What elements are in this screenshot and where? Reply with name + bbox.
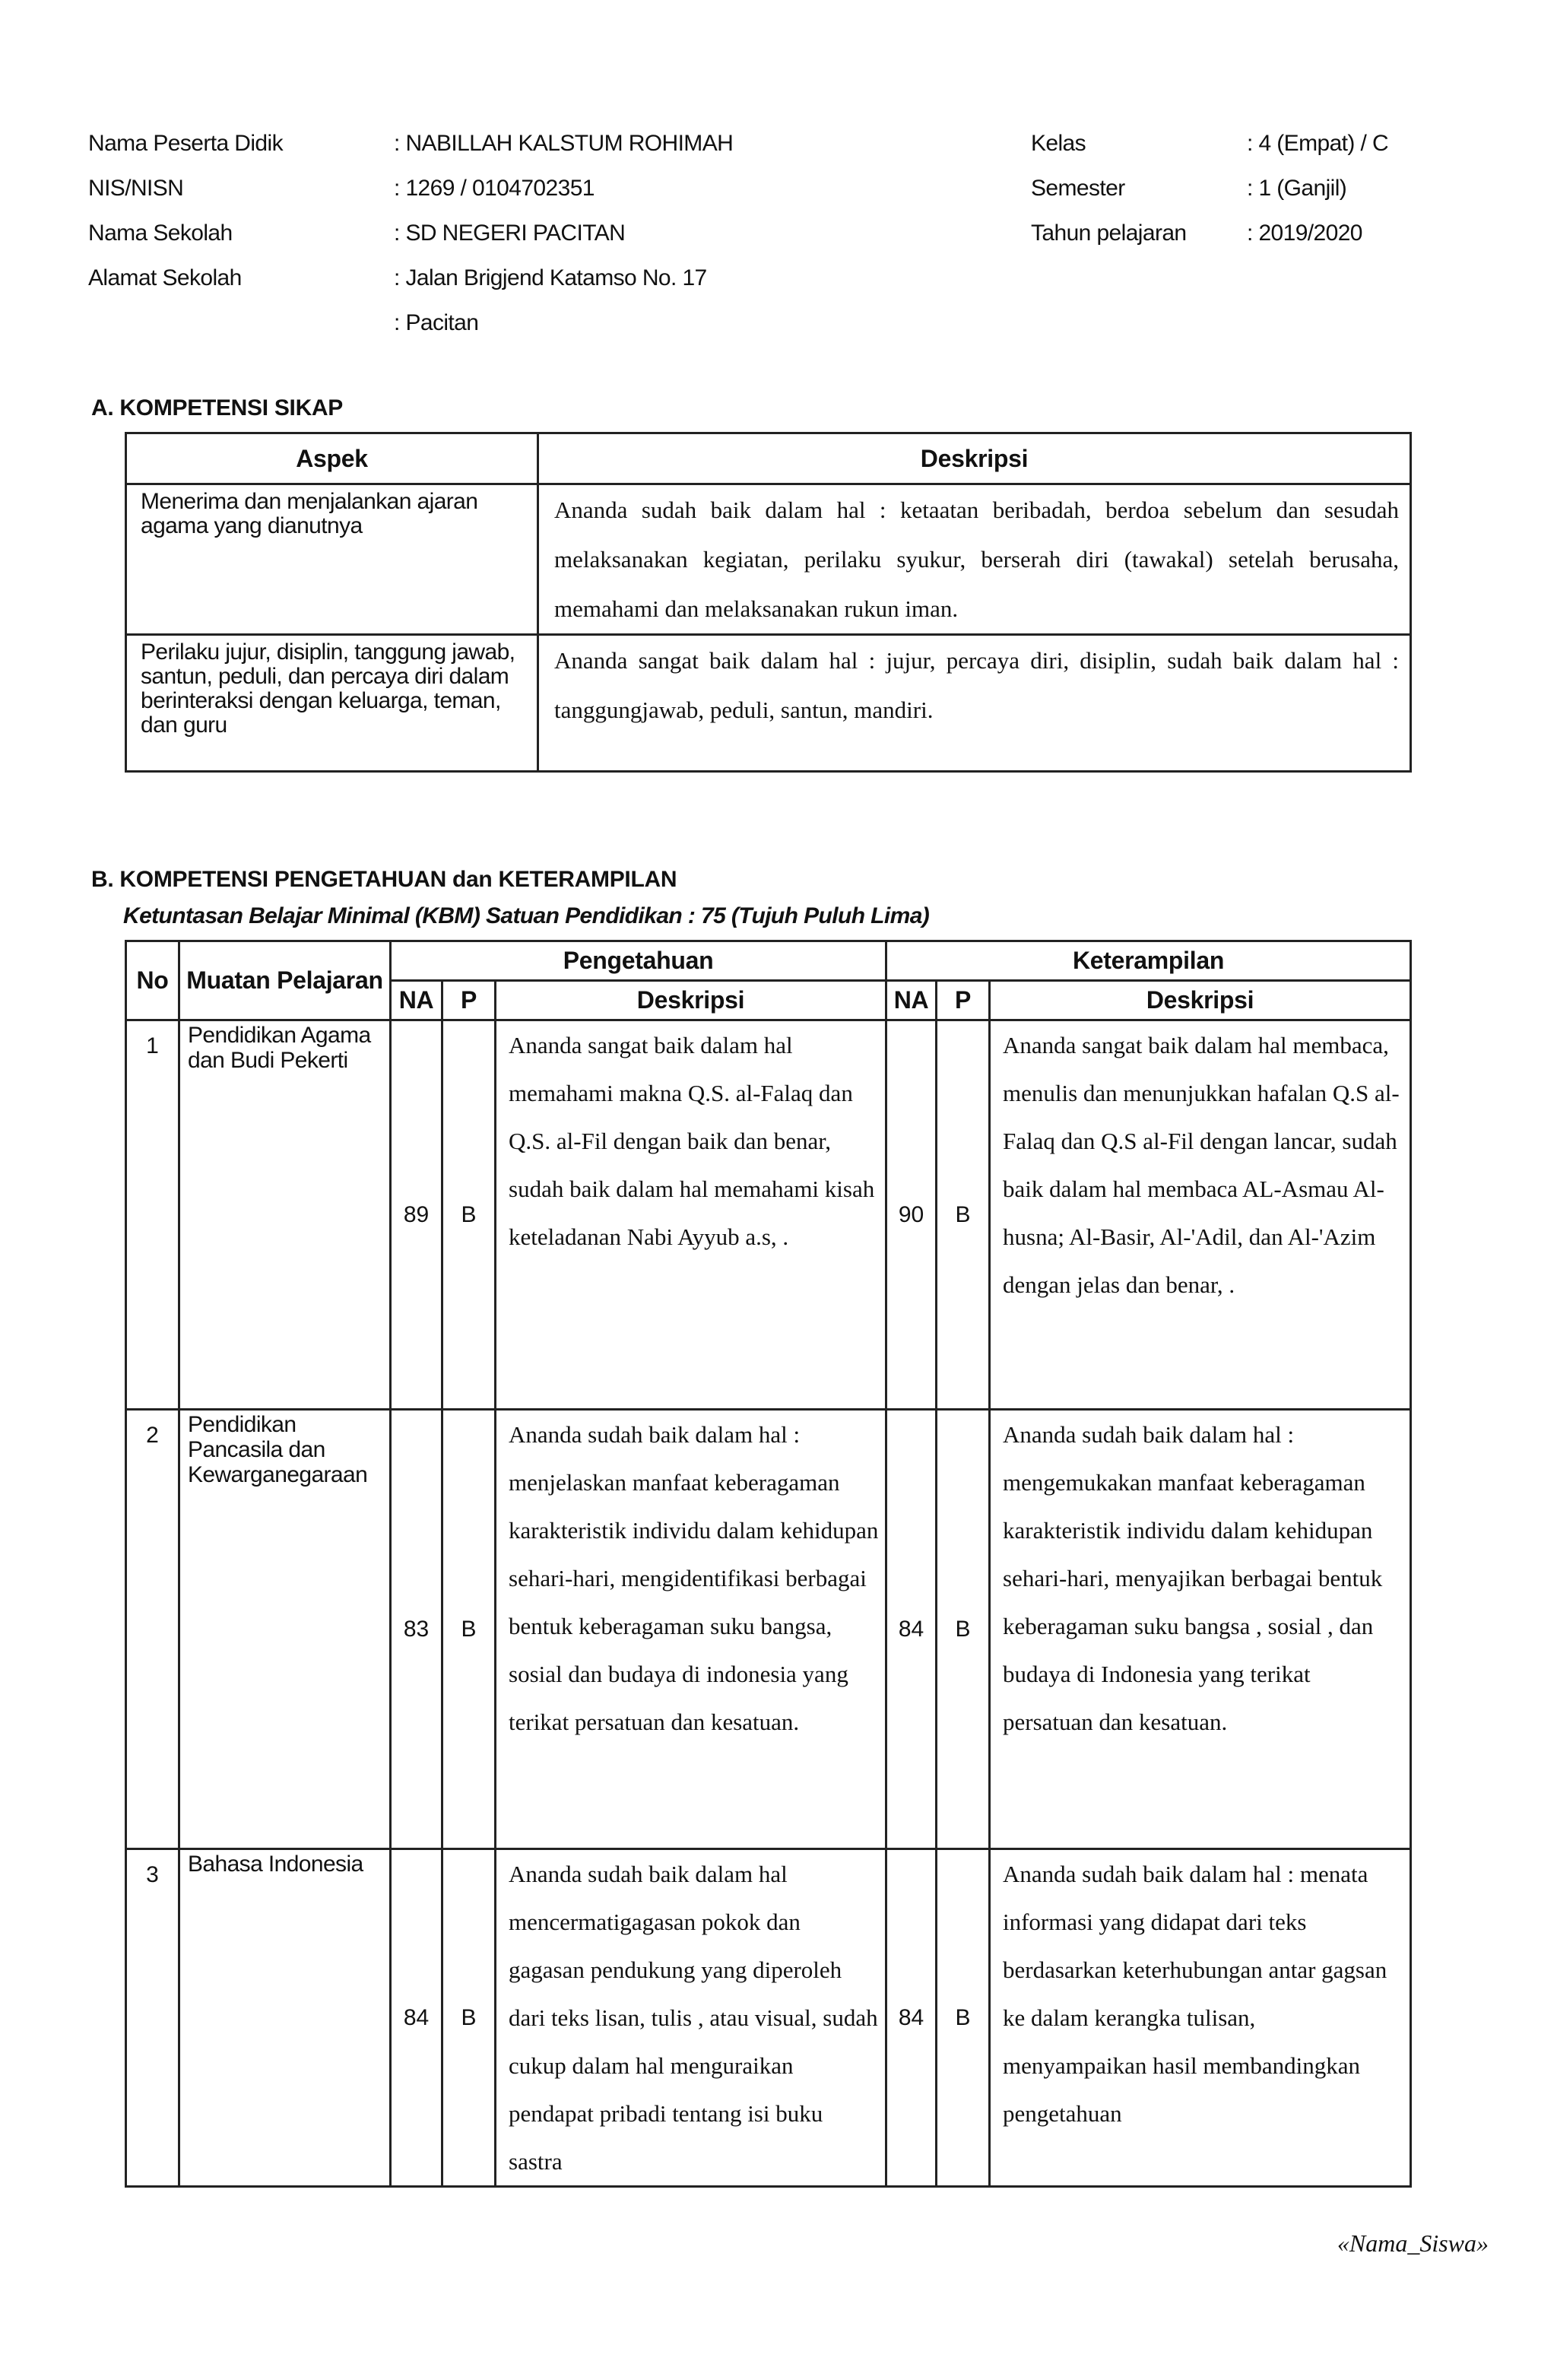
header-p-deskripsi: Deskripsi — [496, 981, 886, 1020]
info-label-alamat: Alamat Sekolah — [88, 265, 242, 290]
kbm-line: Ketuntasan Belajar Minimal (KBM) Satuan Pendidikan : 75 (Tujuh Puluh Lima) — [123, 903, 930, 928]
info-value-nama: : NABILLAH KALSTUM ROHIMAH — [394, 131, 734, 156]
row-mapel: Bahasa Indonesia — [179, 1849, 391, 2187]
deskripsi-cell: Ananda sangat baik dalam hal : jujur, percaya diri, disiplin, sudah baik dalam hal : tanggungjawab, peduli, santun, mandiri. — [538, 635, 1411, 772]
row-p-na: 89 — [391, 1020, 442, 1410]
table-row — [126, 1020, 1411, 1410]
row-p-p: B — [442, 1020, 496, 1410]
table-row — [126, 635, 1411, 772]
header-pengetahuan: Pengetahuan — [391, 941, 886, 981]
row-no: 2 — [126, 1410, 179, 1849]
row-mapel: Pendidikan Pancasila dan Kewarganegaraan — [179, 1410, 391, 1849]
footer-placeholder: «Nama_Siswa» — [1337, 2229, 1489, 2257]
info-value-kota: : Pacitan — [394, 310, 479, 335]
info-label-sekolah: Nama Sekolah — [88, 221, 233, 246]
info-value-tahun: : 2019/2020 — [1247, 221, 1362, 246]
table-row — [126, 1849, 1411, 2187]
section-a-title: A. KOMPETENSI SIKAP — [91, 395, 344, 420]
table-header-row-1 — [126, 941, 1411, 981]
row-k-na: 84 — [886, 1410, 937, 1849]
row-k-na: 84 — [886, 1849, 937, 2187]
row-p-p: B — [442, 1410, 496, 1849]
header-deskripsi: Deskripsi — [538, 433, 1411, 484]
header-k-p: P — [937, 981, 990, 1020]
aspek-cell: Perilaku jujur, disiplin, tanggung jawab, santun, peduli, dan percaya diri dalam berinteraksi dengan keluarga, teman, dan guru — [126, 635, 538, 772]
row-k-na: 90 — [886, 1020, 937, 1410]
row-p-na: 83 — [391, 1410, 442, 1849]
header-keterampilan: Keterampilan — [886, 941, 1411, 981]
row-k-p: B — [937, 1410, 990, 1849]
info-label-nis: NIS/NISN — [88, 176, 184, 201]
header-p-na: NA — [391, 981, 442, 1020]
row-p-desc: Ananda sangat baik dalam hal memahami makna Q.S. al-Falaq dan Q.S. al-Fil dengan baik dan benar, sudah baik dalam hal memahami kisah keteladanan Nabi Ayyub a.s, . — [496, 1020, 886, 1410]
info-label-semester: Semester — [1031, 176, 1125, 201]
header-k-deskripsi: Deskripsi — [990, 981, 1411, 1020]
row-no: 3 — [126, 1849, 179, 2187]
table-row — [126, 484, 1411, 635]
header-muatan: Muatan Pelajaran — [179, 941, 391, 1020]
row-p-p: B — [442, 1849, 496, 2187]
knowledge-skills-table — [125, 940, 1412, 2188]
table-row — [126, 1410, 1411, 1849]
row-no: 1 — [126, 1020, 179, 1410]
row-k-desc: Ananda sudah baik dalam hal : menata informasi yang didapat dari teks berdasarkan keterhubungan antar gagsan ke dalam kerangka tulisan, menyampaikan hasil membandingkan pengetahuan — [990, 1849, 1411, 2187]
info-value-kelas: : 4 (Empat) / C — [1247, 131, 1389, 156]
header-aspek: Aspek — [126, 433, 538, 484]
row-k-p: B — [937, 1849, 990, 2187]
info-value-alamat: : Jalan Brigjend Katamso No. 17 — [394, 265, 707, 290]
info-label-tahun: Tahun pelajaran — [1031, 221, 1187, 246]
info-label-kelas: Kelas — [1031, 131, 1086, 156]
row-p-desc: Ananda sudah baik dalam hal mencermatigagasan pokok dan gagasan pendukung yang diperoleh dari teks lisan, tulis , atau visual, sudah cukup dalam hal menguraikan pendapat pribadi tentang isi buku sastra — [496, 1849, 886, 2187]
info-value-semester: : 1 (Ganjil) — [1247, 176, 1347, 201]
info-value-nis: : 1269 / 0104702351 — [394, 176, 595, 201]
header-no: No — [126, 941, 179, 1020]
row-p-na: 84 — [391, 1849, 442, 2187]
header-p-p: P — [442, 981, 496, 1020]
row-k-desc: Ananda sudah baik dalam hal : mengemukakan manfaat keberagaman karakteristik individu dalam kehidupan sehari-hari, menyajikan berbagai bentuk keberagaman suku bangsa , sosial , dan budaya di Indonesia yang terikat persatuan dan kesatuan. — [990, 1410, 1411, 1849]
row-k-desc: Ananda sangat baik dalam hal membaca, menulis dan menunjukkan hafalan Q.S al-Falaq dan Q.S al-Fil dengan lancar, sudah baik dalam hal membaca AL-Asmau Al-husna; Al-Basir, Al-'Adil, dan Al-'Azim dengan jelas dan benar, . — [990, 1020, 1411, 1410]
info-label-nama: Nama Peserta Didik — [88, 131, 283, 156]
deskripsi-cell: Ananda sudah baik dalam hal : ketaatan beribadah, berdoa sebelum dan sesudah melaksanakan kegiatan, perilaku syukur, berserah diri (tawakal) setelah berusaha, memahami dan melaksanakan rukun iman. — [538, 484, 1411, 635]
section-b-title: B. KOMPETENSI PENGETAHUAN dan KETERAMPILAN — [91, 867, 677, 892]
row-mapel: Pendidikan Agama dan Budi Pekerti — [179, 1020, 391, 1410]
info-value-sekolah: : SD NEGERI PACITAN — [394, 221, 626, 246]
row-k-p: B — [937, 1020, 990, 1410]
attitude-table-header — [126, 433, 1411, 484]
header-k-na: NA — [886, 981, 937, 1020]
attitude-table — [125, 432, 1412, 773]
row-p-desc: Ananda sudah baik dalam hal : menjelaskan manfaat keberagaman karakteristik individu dalam kehidupan sehari-hari, mengidentifikasi berbagai bentuk keberagaman suku bangsa, sosial dan budaya di indonesia yang terikat persatuan dan kesatuan. — [496, 1410, 886, 1849]
aspek-cell: Menerima dan menjalankan ajaran agama yang dianutnya — [126, 484, 538, 635]
